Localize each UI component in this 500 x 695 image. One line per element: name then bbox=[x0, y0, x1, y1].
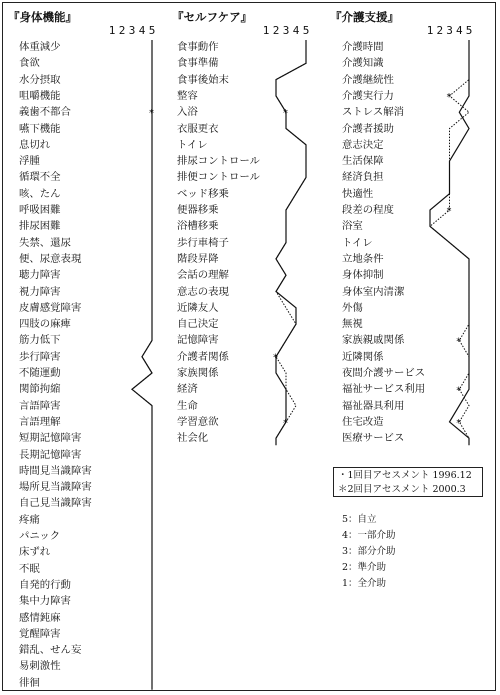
item-label: 体重減少 bbox=[19, 41, 61, 53]
item-label: 錯乱、せん妄 bbox=[19, 644, 82, 657]
item-label: ストレス解消 bbox=[342, 106, 405, 119]
series-assessment-1-line bbox=[132, 40, 152, 690]
legend bbox=[333, 467, 483, 497]
item-label: 会話の理解 bbox=[177, 269, 229, 282]
item-label: 易刺激性 bbox=[19, 660, 61, 673]
item-label: 介護知識 bbox=[342, 57, 384, 70]
item-label: 便、尿意表現 bbox=[19, 252, 82, 265]
item-label: 福祉器具利用 bbox=[342, 399, 405, 412]
item-label: 筋力低下 bbox=[19, 334, 61, 347]
item-label: 排便コントロール bbox=[177, 171, 260, 184]
item-label: 言語理解 bbox=[19, 415, 61, 428]
section-title: 『セルフケア』 bbox=[172, 10, 253, 24]
item-label: 言語障害 bbox=[19, 399, 61, 412]
item-label: 排尿困難 bbox=[19, 220, 61, 233]
item-label: 経済負担 bbox=[342, 171, 384, 184]
item-label: 短期記憶障害 bbox=[19, 432, 82, 445]
legend-entry-2: ＊2回目アセスメント 2000.3 bbox=[338, 484, 466, 495]
assessment-2-marker: * bbox=[456, 417, 462, 429]
item-label: 外傷 bbox=[342, 301, 363, 314]
scale-key-3: 3：部分介助 bbox=[342, 546, 396, 557]
legend-entry-1: ・1回目アセスメント 1996.12 bbox=[338, 470, 472, 481]
item-label: 階段昇降 bbox=[177, 252, 219, 265]
item-label: 長期記憶障害 bbox=[19, 448, 82, 461]
item-label: 快適性 bbox=[342, 187, 374, 200]
item-label: 家族親戚関係 bbox=[342, 334, 405, 347]
item-label: 社会化 bbox=[177, 432, 209, 445]
item-label: 自己見当識障害 bbox=[19, 497, 92, 510]
item-label: 生活保障 bbox=[342, 155, 384, 168]
assessment-2-marker: * bbox=[446, 206, 452, 217]
item-label: 意志決定 bbox=[342, 138, 384, 151]
series-assessment-1-line bbox=[276, 40, 306, 445]
series-assessment-2-line bbox=[132, 47, 152, 683]
assessment-2-marker: * bbox=[446, 91, 452, 103]
item-label: 浮腫 bbox=[19, 155, 40, 168]
item-label: 皮膚感覚障害 bbox=[19, 301, 82, 314]
item-label: 衣服更衣 bbox=[177, 122, 219, 135]
item-label: 食事後始末 bbox=[177, 73, 229, 86]
item-label: 医療サービス bbox=[342, 432, 405, 445]
item-label: 記憶障害 bbox=[177, 334, 219, 347]
item-label: 循環不全 bbox=[19, 171, 61, 184]
item-label: 時間見当識障害 bbox=[19, 464, 92, 477]
section-title: 『身体機能』 bbox=[8, 10, 77, 24]
scale-tick-label: 1 bbox=[108, 24, 116, 37]
item-label: 四肢の麻痺 bbox=[19, 318, 71, 331]
item-label: 疼痛 bbox=[19, 513, 40, 526]
item-label: 家族関係 bbox=[177, 367, 219, 379]
scale-tick-label: 2 bbox=[118, 24, 126, 37]
item-label: 学習意欲 bbox=[177, 415, 219, 428]
item-label: パニック bbox=[19, 530, 61, 542]
scale-tick-label: 3 bbox=[282, 24, 290, 37]
item-label: 床ずれ bbox=[19, 546, 51, 559]
item-label: 意志の表現 bbox=[177, 285, 229, 298]
item-label: 介護時間 bbox=[342, 41, 384, 53]
section-title: 『介護支援』 bbox=[330, 10, 399, 24]
item-label: 水分摂取 bbox=[19, 73, 61, 86]
item-label: 徘徊 bbox=[19, 676, 40, 689]
item-label: 経済 bbox=[177, 383, 198, 396]
item-label: 覚醒障害 bbox=[19, 627, 61, 640]
item-label: ベッド移乗 bbox=[177, 187, 229, 200]
item-label: 自己決定 bbox=[177, 318, 219, 331]
item-label: 浴室 bbox=[342, 220, 363, 233]
item-label: 夜間介護サービス bbox=[342, 367, 426, 379]
item-label: 介護継続性 bbox=[342, 73, 394, 86]
item-label: 住宅改造 bbox=[342, 415, 384, 428]
scale-tick-label: 5 bbox=[148, 24, 156, 37]
scale-tick-label: 5 bbox=[465, 24, 473, 37]
assessment-2-marker: * bbox=[456, 385, 462, 397]
scale-key-4: 4：一部介助 bbox=[342, 530, 396, 541]
scale-key bbox=[342, 512, 396, 592]
item-label: 視力障害 bbox=[19, 285, 61, 298]
scale-tick-label: 4 bbox=[138, 24, 146, 37]
assessment-2-marker: * bbox=[283, 108, 288, 120]
item-label: 咀嚼機能 bbox=[19, 89, 61, 102]
item-label: 段差の程度 bbox=[342, 204, 394, 216]
assessment-2-marker: * bbox=[283, 417, 288, 429]
item-label: 食事動作 bbox=[177, 41, 219, 53]
item-label: 近隣関係 bbox=[342, 350, 384, 363]
assessment-2-marker: * bbox=[456, 336, 462, 348]
scale-tick-label: 1 bbox=[262, 24, 270, 37]
item-label: 不眠 bbox=[19, 562, 40, 575]
item-label: 呼吸困難 bbox=[19, 204, 61, 216]
scale-tick-label: 4 bbox=[455, 24, 463, 37]
scale-tick-label: 5 bbox=[302, 24, 310, 37]
scale-tick-label: 3 bbox=[128, 24, 136, 37]
item-label: 関節拘縮 bbox=[19, 383, 61, 396]
item-label: 嚥下機能 bbox=[19, 122, 61, 135]
item-label: 身体抑制 bbox=[342, 269, 384, 282]
item-label: 生命 bbox=[177, 399, 198, 412]
item-label: 集中力障害 bbox=[19, 595, 71, 608]
item-label: 失禁、還尿 bbox=[19, 236, 71, 249]
item-label: 排尿コントロール bbox=[177, 155, 260, 168]
item-label: 聴力障害 bbox=[19, 269, 61, 282]
item-label: 浴槽移乗 bbox=[177, 220, 219, 233]
item-label: トイレ bbox=[342, 236, 373, 249]
assessment-2-marker: * bbox=[149, 108, 154, 120]
item-label: 義歯不都合 bbox=[19, 106, 71, 119]
scale-tick-label: 2 bbox=[272, 24, 280, 37]
item-label: トイレ bbox=[177, 138, 208, 151]
assessment-2-marker: * bbox=[273, 352, 278, 364]
item-label: 近隣友人 bbox=[177, 301, 219, 314]
scale-key-2: 2：準介助 bbox=[342, 562, 387, 573]
item-label: 便器移乗 bbox=[177, 204, 219, 216]
scale-tick-label: 2 bbox=[436, 24, 444, 37]
item-label: 介護実行力 bbox=[342, 89, 394, 102]
scale-tick-label: 4 bbox=[292, 24, 300, 37]
item-label: 場所見当識障害 bbox=[19, 481, 92, 494]
item-label: 整容 bbox=[177, 89, 198, 102]
scale-tick-label: 3 bbox=[446, 24, 453, 37]
item-label: 福祉サービス利用 bbox=[342, 383, 426, 396]
item-label: 立地条件 bbox=[342, 252, 384, 265]
item-label: 感情鈍麻 bbox=[19, 611, 61, 624]
item-label: 食欲 bbox=[19, 57, 40, 70]
item-label: 介護者関係 bbox=[177, 350, 229, 363]
item-label: 咳、たん bbox=[19, 187, 61, 200]
item-label: 無視 bbox=[342, 318, 363, 331]
item-label: 身体室内清潔 bbox=[342, 285, 405, 298]
scale-tick-label: 1 bbox=[426, 24, 434, 37]
item-label: 自発的行動 bbox=[19, 578, 71, 591]
item-label: 歩行障害 bbox=[19, 350, 61, 363]
item-label: 介護者援助 bbox=[342, 122, 394, 135]
item-label: 食事準備 bbox=[177, 57, 219, 70]
scale-key-5: 5：自立 bbox=[342, 514, 377, 525]
scale-key-1: 1：全介助 bbox=[342, 578, 387, 589]
item-label: 息切れ bbox=[19, 138, 51, 151]
item-label: 歩行車椅子 bbox=[177, 236, 229, 249]
item-label: 入浴 bbox=[177, 106, 198, 119]
item-label: 不随運動 bbox=[19, 367, 61, 379]
